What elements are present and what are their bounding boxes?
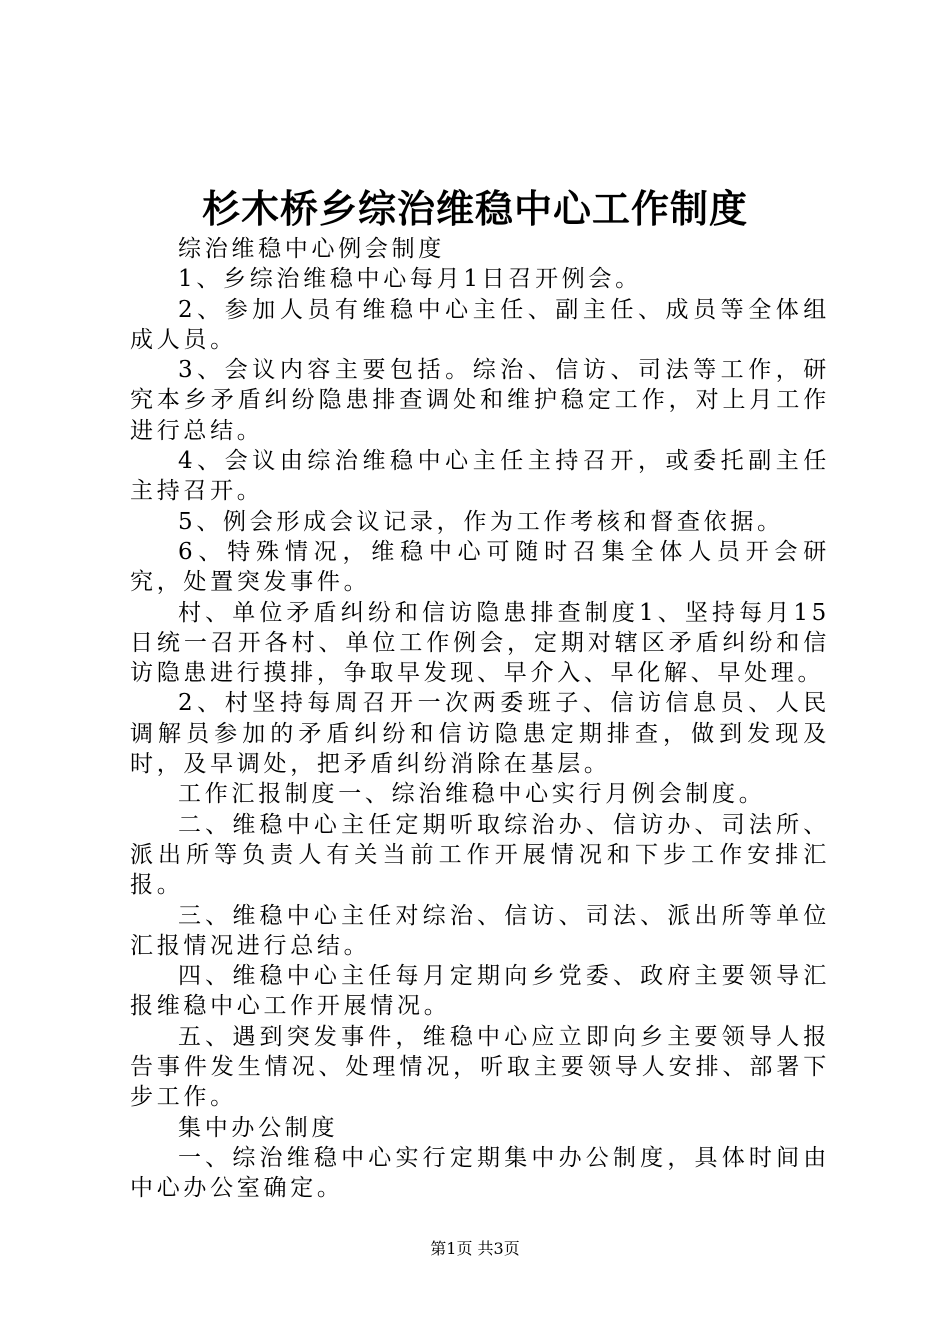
paragraph: 三、维稳中心主任对综治、信访、司法、派出所等单位汇报情况进行总结。 (130, 902, 830, 959)
paragraph: 五、遇到突发事件，维稳中心应立即向乡主要领导人报告事件发生情况、处理情况，听取主要领导人安排、部署下步工作。 (130, 1023, 830, 1111)
paragraph: 集中办公制度 (178, 1114, 339, 1141)
paragraph: 6、特殊情况，维稳中心可随时召集全体人员开会研究，处置突发事件。 (130, 538, 830, 596)
paragraph: 综治维稳中心例会制度 (178, 236, 445, 262)
paragraph: 1、乡综治维稳中心每月1日召开例会。 (178, 266, 642, 293)
document-title: 杉木桥乡综治维稳中心工作制度 (201, 186, 748, 231)
document-body (130, 234, 830, 1204)
paragraph: 工作汇报制度一、综治维稳中心实行月例会制度。 (178, 781, 766, 808)
paragraph: 2、参加人员有维稳中心主任、副主任、成员等全体组成人员。 (130, 296, 830, 353)
paragraph: 4、会议由综治维稳中心主任主持召开，或委托副主任主持召开。 (130, 448, 830, 505)
paragraph: 村、单位矛盾纠纷和信访隐患排查制度1、坚持每月15日统一召开各村、单位工作例会，定期对辖区矛盾纠纷和信访隐患进行摸排，争取早发现、早介入、早化解、早处理。 (130, 599, 830, 687)
page-footer: 第1页 共3页 (430, 1239, 520, 1258)
paragraph: 3、会议内容主要包括。综治、信访、司法等工作，研究本乡矛盾纠纷隐患排查调处和维护稳定工作，对上月工作进行总结。 (130, 357, 830, 444)
paragraph: 二、维稳中心主任定期听取综治办、信访办、司法所、派出所等负责人有关当前工作开展情况和下步工作安排汇报。 (130, 811, 830, 899)
paragraph: 5、例会形成会议记录，作为工作考核和督查依据。 (178, 508, 784, 535)
paragraph: 2、村坚持每周召开一次两委班子、信访信息员、人民调解员参加的矛盾纠纷和信访隐患定期排查，做到发现及时，及早调处，把矛盾纠纷消除在基层。 (130, 690, 830, 778)
paragraph: 一、综治维稳中心实行定期集中办公制度，具体时间由中心办公室确定。 (130, 1144, 830, 1202)
paragraph: 四、维稳中心主任每月定期向乡党委、政府主要领导汇报维稳中心工作开展情况。 (130, 963, 830, 1020)
